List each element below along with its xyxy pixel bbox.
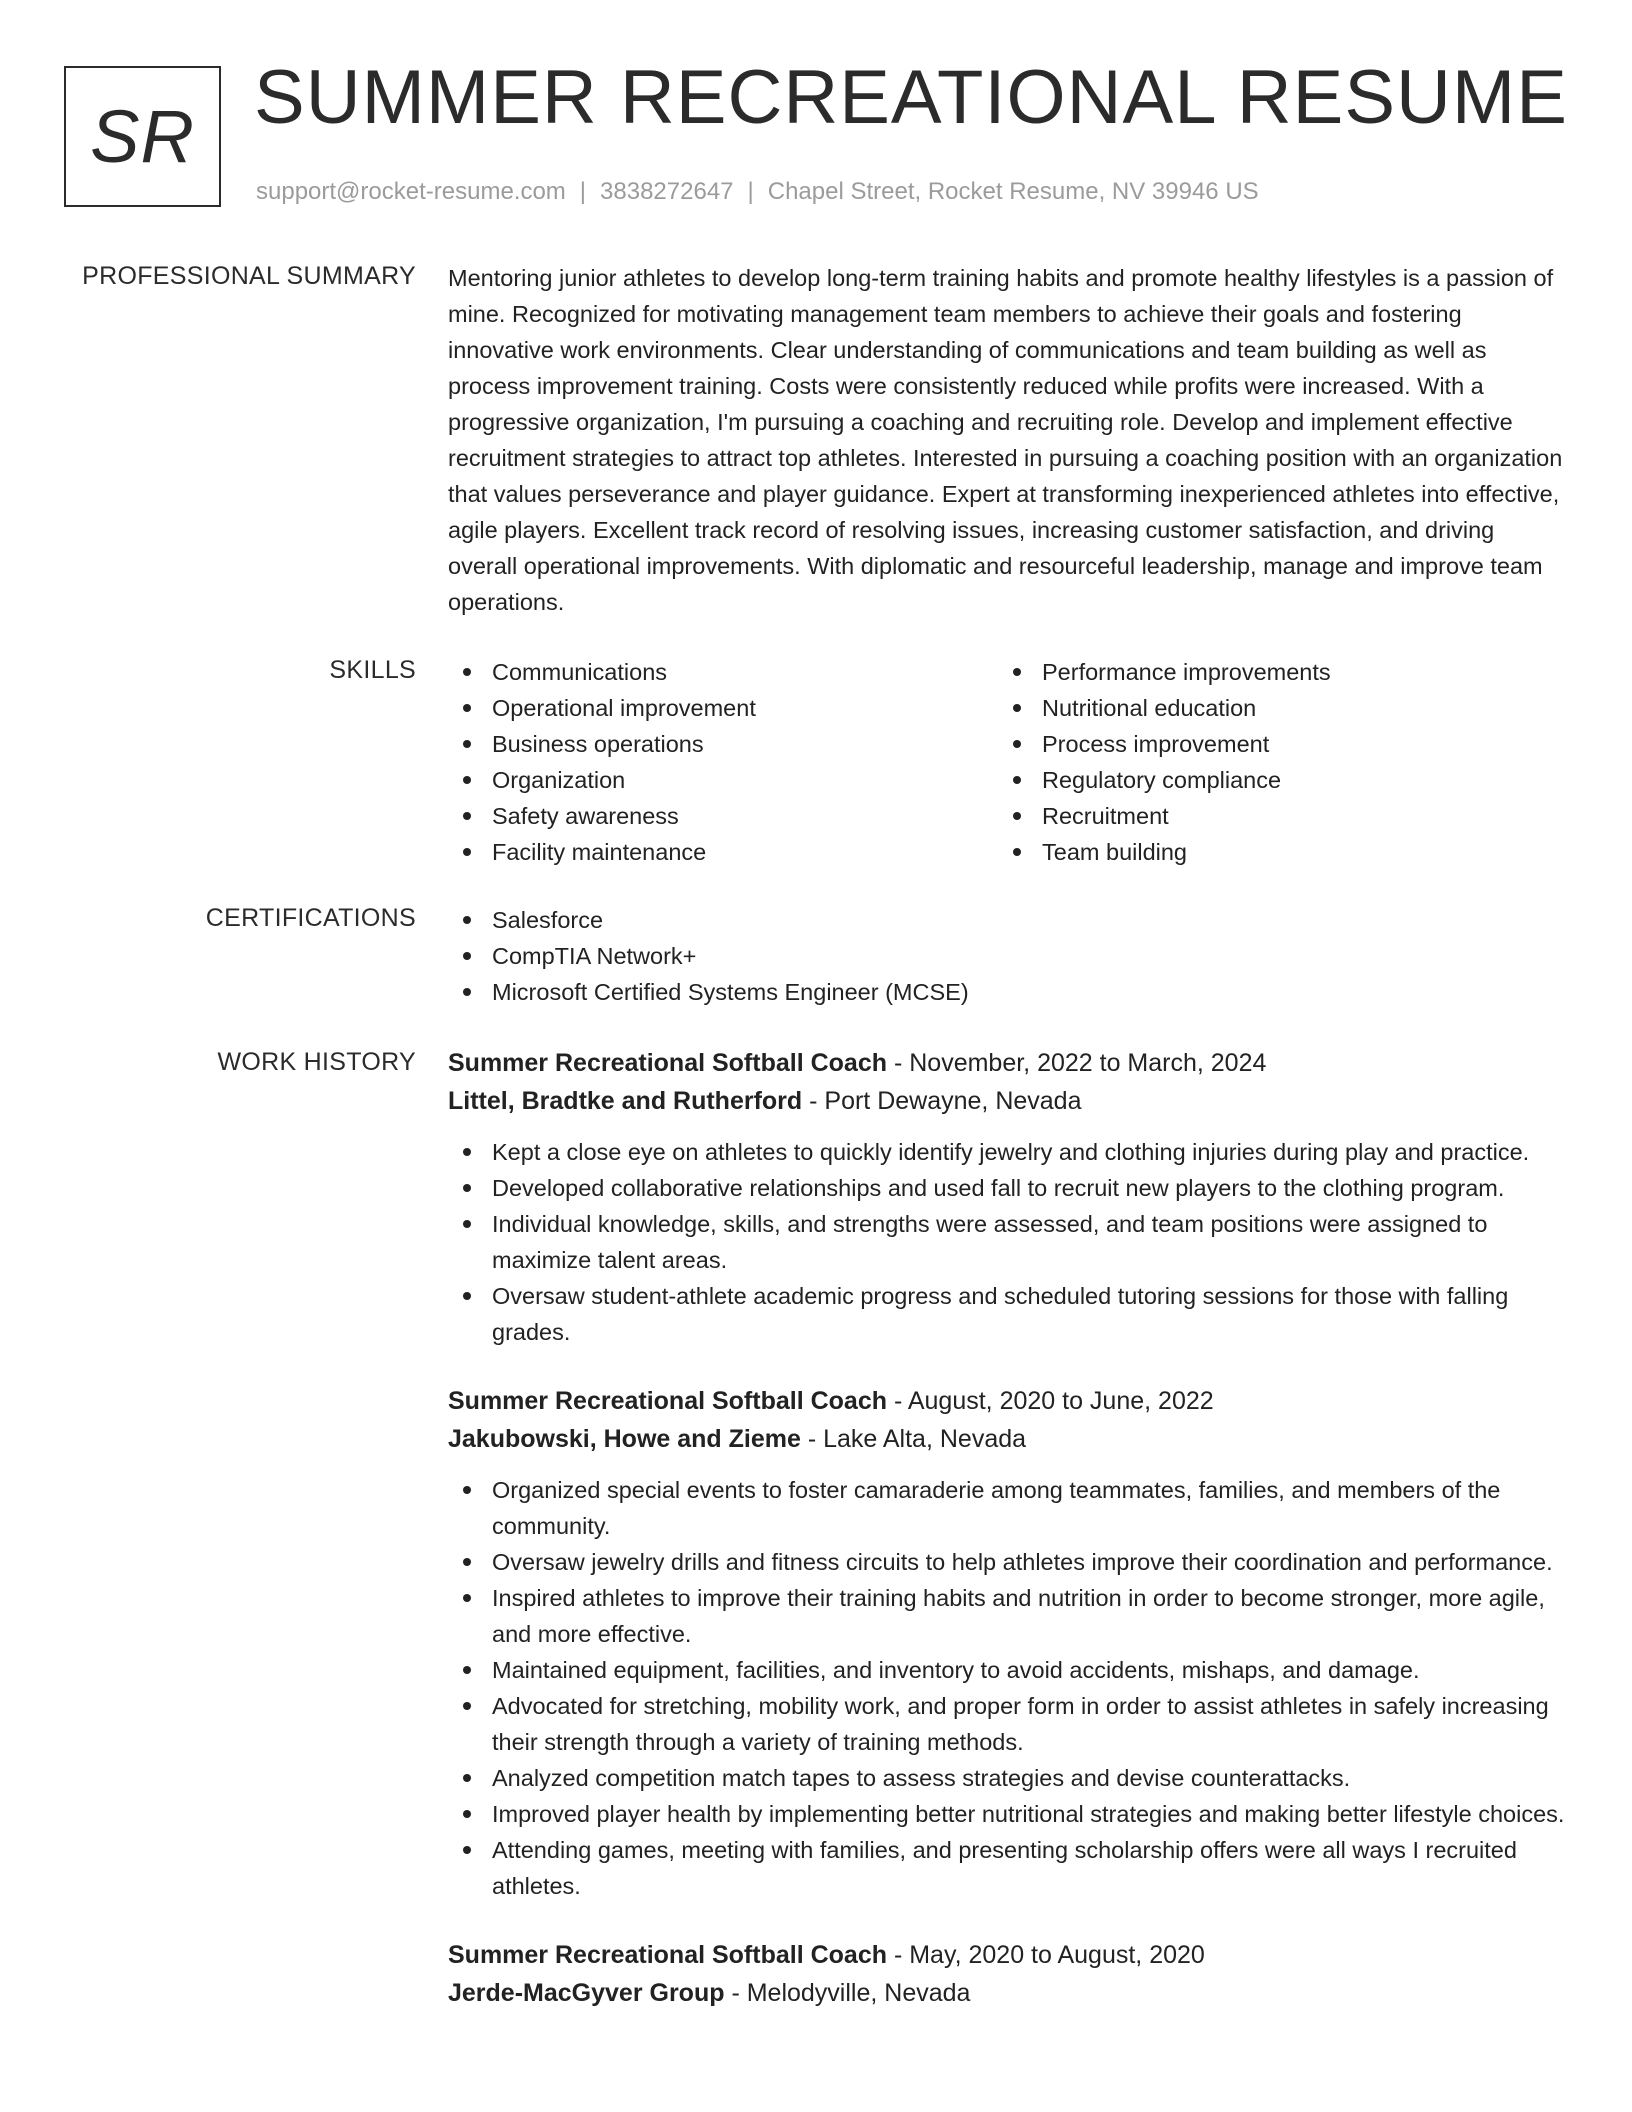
skill-item: Communications — [448, 654, 998, 690]
skill-item: Process improvement — [998, 726, 1548, 762]
certifications-list — [448, 902, 1568, 1010]
skills-list-left — [448, 654, 998, 870]
job-title-line — [448, 1382, 1568, 1420]
job-location: - Port Dewayne, Nevada — [802, 1087, 1082, 1115]
summary-body — [448, 260, 1568, 620]
skill-item: Operational improvement — [448, 690, 998, 726]
work-history-body — [448, 1044, 1568, 2044]
skill-item: Team building — [998, 834, 1548, 870]
contact-email[interactable]: support@rocket-resume.com — [256, 178, 566, 205]
skill-item: Nutritional education — [998, 690, 1548, 726]
certification-item: Salesforce — [448, 902, 1568, 938]
skills-body — [448, 654, 1568, 870]
job-company: Jakubowski, Howe and Zieme — [448, 1425, 801, 1453]
skills-heading: SKILLS — [329, 656, 416, 684]
job-company-line — [448, 1082, 1568, 1120]
job-bullet: Oversaw jewelry drills and fitness circuits to help athletes improve their coordination and performance. — [448, 1544, 1568, 1580]
job-bullet: Oversaw student-athlete academic progress and scheduled tutoring sessions for those with falling grades. — [448, 1278, 1568, 1350]
summary-heading: PROFESSIONAL SUMMARY — [82, 262, 416, 290]
certifications-heading: CERTIFICATIONS — [205, 904, 416, 932]
job-dates: - November, 2022 to March, 2024 — [887, 1049, 1267, 1077]
contact-address: Chapel Street, Rocket Resume, NV 39946 US — [767, 178, 1259, 205]
job-title: Summer Recreational Softball Coach — [448, 1941, 888, 1969]
job-bullet: Maintained equipment, facilities, and inventory to avoid accidents, mishaps, and damage. — [448, 1652, 1568, 1688]
skill-item: Facility maintenance — [448, 834, 998, 870]
resume-title: SUMMER RECREATIONAL RESUME — [254, 55, 1568, 140]
job-bullet: Organized special events to foster camaraderie among teammates, families, and members of the community. — [448, 1472, 1568, 1544]
summary-text: Mentoring junior athletes to develop long-term training habits and promote healthy lifestyles is a passion of mine. Recognized for motivating management team members to achieve their goals and fostering innovative work environments. Clear understanding of communications and team building as well as process improvement training. Costs were consistently reduced while profits were increased. With a progressive organization, I'm pursuing a coaching and recruiting role. Develop and implement effective recruitment strategies to attract top athletes. Interested in pursuing a coaching position with an organization that values perseverance and player guidance. Expert at transforming inexperienced athletes into effective, agile players. Excellent track record of resolving issues, increasing customer satisfaction, and driving overall operational improvements. With diplomatic and resourceful leadership, manage and improve team operations. — [448, 265, 1563, 615]
job-bullet: Kept a close eye on athletes to quickly identify jewelry and clothing injuries during play and practice. — [448, 1134, 1568, 1170]
job-title: Summer Recreational Softball Coach — [448, 1049, 888, 1077]
skill-item: Performance improvements — [998, 654, 1548, 690]
job-entry — [448, 1936, 1568, 2012]
job-bullet: Analyzed competition match tapes to assess strategies and devise counterattacks. — [448, 1760, 1568, 1796]
skill-item: Regulatory compliance — [998, 762, 1548, 798]
job-bullets — [448, 1472, 1568, 1904]
job-bullet: Attending games, meeting with families, and presenting scholarship offers were all ways I recruited athletes. — [448, 1832, 1568, 1904]
contact-separator: | — [747, 178, 754, 205]
work-history-heading: WORK HISTORY — [217, 1048, 416, 1076]
job-company-line — [448, 1420, 1568, 1458]
job-title: Summer Recreational Softball Coach — [448, 1387, 888, 1415]
skill-item: Safety awareness — [448, 798, 998, 834]
job-dates: - August, 2020 to June, 2022 — [887, 1387, 1214, 1415]
monogram-box — [64, 66, 221, 207]
skill-item: Recruitment — [998, 798, 1548, 834]
contact-line — [256, 174, 1259, 210]
skills-list-right — [998, 654, 1548, 870]
job-dates: - May, 2020 to August, 2020 — [887, 1941, 1205, 1969]
skill-item: Business operations — [448, 726, 998, 762]
monogram-initials: SR — [90, 95, 195, 178]
contact-separator: | — [579, 178, 587, 205]
job-title-line — [448, 1936, 1568, 1974]
job-bullet: Individual knowledge, skills, and strengths were assessed, and team positions were assigned to maximize talent areas. — [448, 1206, 1568, 1278]
job-company-line — [448, 1974, 1568, 2012]
job-location: - Lake Alta, Nevada — [800, 1425, 1027, 1453]
skill-item: Organization — [448, 762, 998, 798]
job-company: Littel, Bradtke and Rutherford — [448, 1087, 803, 1115]
job-bullet: Developed collaborative relationships and used fall to recruit new players to the clothing program. — [448, 1170, 1568, 1206]
job-company: Jerde-MacGyver Group — [448, 1979, 725, 2007]
job-title-line — [448, 1044, 1568, 1082]
job-entry — [448, 1044, 1568, 1350]
job-bullet: Inspired athletes to improve their training habits and nutrition in order to become stronger, more agile, and more effective. — [448, 1580, 1568, 1652]
job-bullets — [448, 1134, 1568, 1350]
job-location: - Melodyville, Nevada — [724, 1979, 971, 2007]
job-entry — [448, 1382, 1568, 1904]
contact-phone[interactable]: 3838272647 — [600, 178, 734, 205]
certification-item: CompTIA Network+ — [448, 938, 1568, 974]
certifications-body — [448, 902, 1568, 1010]
job-bullet: Advocated for stretching, mobility work, and proper form in order to assist athletes in safely increasing their strength through a variety of training methods. — [448, 1688, 1568, 1760]
job-bullet: Improved player health by implementing better nutritional strategies and making better lifestyle choices. — [448, 1796, 1568, 1832]
certification-item: Microsoft Certified Systems Engineer (MCSE) — [448, 974, 1568, 1010]
